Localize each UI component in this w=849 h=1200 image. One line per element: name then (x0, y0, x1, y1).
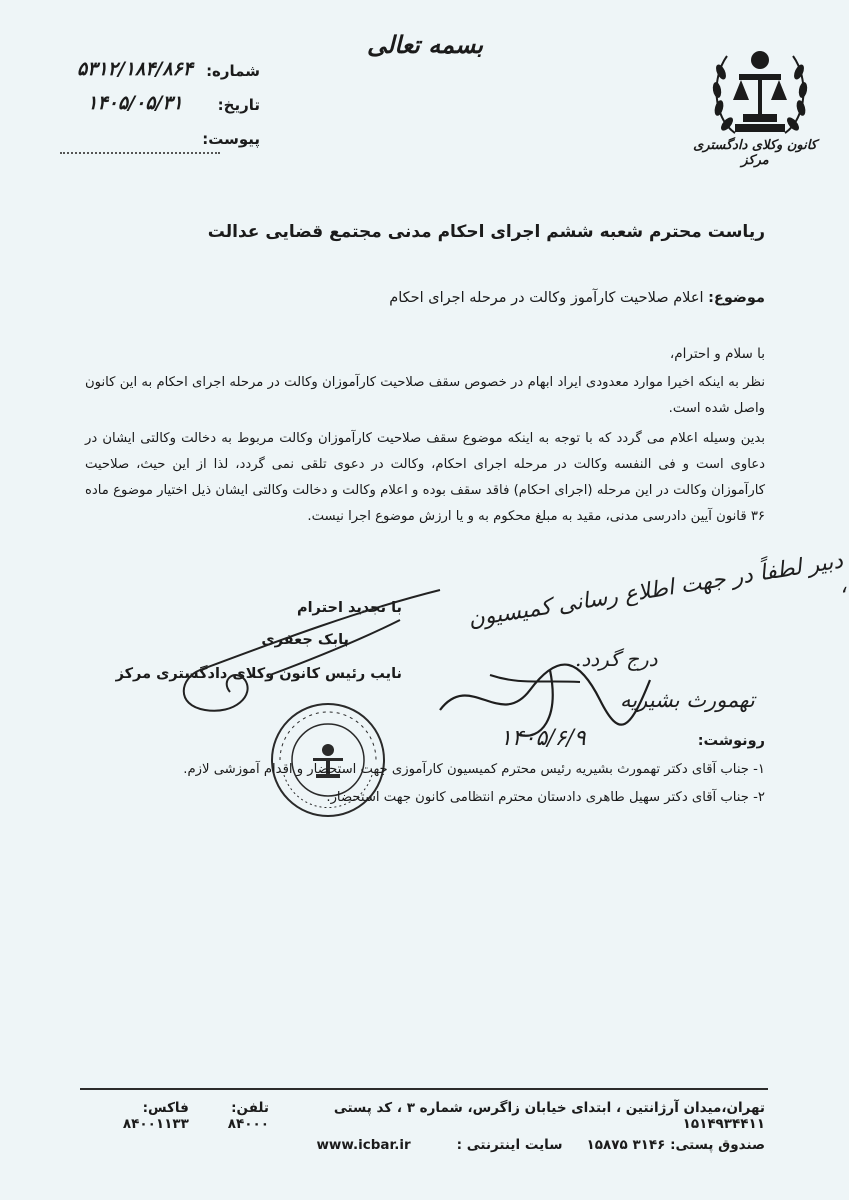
subject-line (325, 287, 765, 309)
footer-phone: تلفن: ۸۴۰۰۰ (227, 1100, 269, 1132)
handwritten-note-line-2: درج گردد. (575, 647, 658, 671)
footer-website-link[interactable]: www.icbar.ir (316, 1137, 411, 1153)
body-paragraph-1: نظر به اینکه اخیرا موارد معدودی ایراد ابهام در خصوص سقف صلاحیت کارآموزان وکالت در مرحله اجرای احکام به این کانون واصل شده است. (85, 375, 765, 416)
number-label: شماره: (206, 62, 260, 80)
handwritten-signature-icon (430, 640, 660, 750)
footer-address: تهران،میدان آرژانتین ، ابتدای خیابان زاگرس، شماره ۳ ، کد پستی ۱۵۱۴۹۳۴۴۱۱ (333, 1100, 765, 1132)
attachment-label: پیوست: (202, 130, 260, 148)
number-value: ۵۳۱۲/۱۸۴/۸۶۴ (77, 58, 193, 80)
letter-date-line (60, 92, 260, 126)
organization-name: کانون وکلای دادگستری مرکز (693, 138, 817, 168)
copy-recipient-1: ۱- جناب آقای دکتر تهمورث بشیریه رئیس محترم کمیسیون کارآموزی جهت استحضار و اقدام آموزشی لازم. (183, 762, 765, 777)
footer-pobox: صندوق پستی: ۳۱۴۶ ۱۵۸۷۵ (586, 1137, 765, 1153)
body-paragraph-2: بدین وسیله اعلام می گردد که با توجه به اینکه موضوع سقف صلاحیت کارآموزان وکالت مربوط به دخالت وکالتی ایشان در دعاوی است و فی النفسه وکالت در مرحله اجرای احکام، وکالت در دعوی تلقی نمی گردد، لذا از این حیث، صلاحیت کارآموزان وکالت در این مرحله (اجرای احکام) فاقد سقف بوده و اعلام وکالت و دخالت وکالتی ایشان ذیل اختیار موضوع ماده ۳۶ قانون آیین دادرسی مدنی، مقید به مبلغ محکوم به و یا ارزش موضوع اجرا نیست. (85, 431, 765, 524)
bar-association-emblem-icon (705, 38, 815, 148)
handwritten-date: ۱۴۰۵/۶/۹ (500, 726, 586, 751)
subject-label: موضوع: (708, 290, 765, 306)
subject-text: اعلام صلاحیت کارآموز وکالت در مرحله اجرای احکام (389, 290, 704, 306)
greeting: با سلام و احترام، (669, 346, 765, 362)
copies-title: رونوشت: (697, 733, 765, 749)
addressee: ریاست محترم شعبه ششم اجرای احکام مدنی مجتمع قضایی عدالت (207, 222, 765, 242)
letter-attachment-line (60, 130, 260, 160)
footer-website-label: سایت اینترنتی : (456, 1137, 563, 1153)
letter-number-line (60, 58, 260, 92)
bismillah-heading: بسمه تعالی (366, 30, 484, 59)
handwritten-note-line-3: تهمورث بشیریه (620, 688, 755, 712)
footer-fax: فاکس: ۸۴۰۰۱۱۳۳ (122, 1100, 189, 1132)
date-value: ۱۴۰۵/۰۵/۳۱ (87, 92, 183, 114)
copy-recipient-2: ۲- جناب آقای دکتر سهیل طاهری دادستان محترم انتظامی کانون جهت استحضار. (326, 790, 765, 805)
attachment-dotted-line (60, 152, 220, 154)
footer-line-1 (77, 1100, 765, 1132)
signer-name: بابک جعفری (261, 632, 349, 648)
date-label: تاریخ: (217, 96, 260, 114)
footer-divider (80, 1088, 768, 1090)
closing-phrase: با تجدید احترام (296, 600, 402, 616)
handwritten-note-line-1: دبیر لطفاً در جهت اطلاع رسانی کمیسیون ، (466, 548, 849, 633)
footer-line-2 (77, 1137, 765, 1153)
signer-title: نایب رئیس کانون وکلای دادگستری مرکز (115, 666, 402, 682)
